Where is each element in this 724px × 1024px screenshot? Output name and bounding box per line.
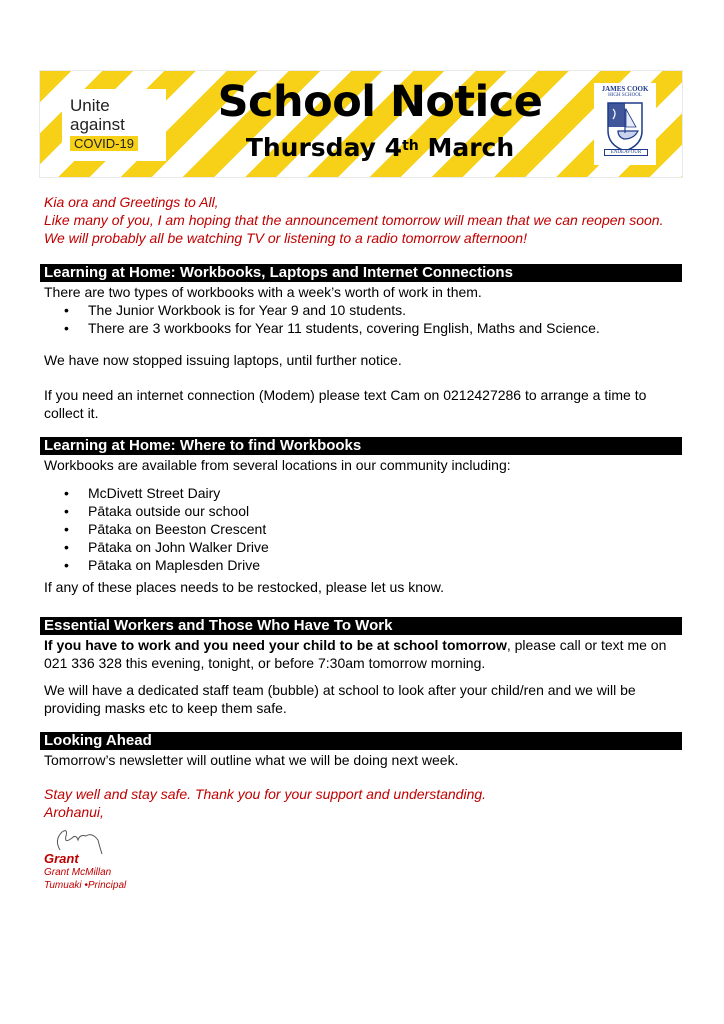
list-item: • McDivett Street Dairy — [44, 484, 269, 502]
school-crest-logo — [594, 83, 656, 165]
greeting-paragraph: Like many of you, I am hoping that the announcement tomorrow will mean that we can reopen soon. We will probably all be watching TV or listening to a radio tomorrow afternoon! — [44, 212, 664, 246]
list-item: • There are 3 workbooks for Year 11 students, covering English, Maths and Science. — [44, 319, 600, 337]
list-item: • Pātaka on John Walker Drive — [44, 538, 269, 556]
greeting-line: Kia ora and Greetings to All, — [44, 194, 219, 210]
job-title: Tumuaki •Principal — [44, 880, 127, 891]
covid-label: COVID-19 — [70, 136, 138, 151]
unite-text: Unite — [70, 96, 110, 115]
list-item: • Pātaka outside our school — [44, 502, 269, 520]
signed-name: Grant — [44, 851, 79, 866]
internet-paragraph: If you need an internet connection (Modem) please text Cam on 0212427286 to arrange a time to collect it. — [44, 387, 647, 421]
against-text: against — [70, 115, 125, 134]
bubble-paragraph: We will have a dedicated staff team (bubble) at school to look after your child/ren and we will be providing masks etc to keep them safe. — [44, 682, 636, 716]
closing-line: Stay well and stay safe. Thank you for your support and understanding. — [44, 786, 487, 802]
notice-date: Thursday 4th March — [245, 133, 515, 162]
restock-paragraph: If any of these places needs to be restocked, please let us know. — [44, 579, 445, 595]
bold-lead: If you have to work and you need your child to be at school tomorrow — [44, 637, 507, 653]
section-heading-looking-ahead: Looking Ahead — [40, 732, 682, 750]
school-name: JAMES COOK — [601, 85, 649, 93]
section-heading-essential-workers: Essential Workers and Those Who Have To Work — [40, 617, 682, 635]
school-sub: HIGH SCHOOL — [608, 93, 642, 98]
school-motto: ENDEAVOUR — [604, 149, 648, 156]
list-item: • Pātaka on Beeston Crescent — [44, 520, 269, 538]
newsletter-paragraph: Tomorrow’s newsletter will outline what we will be doing next week. — [44, 752, 459, 768]
page-title: School Notice — [217, 77, 543, 127]
section-heading-workbooks-laptops: Learning at Home: Workbooks, Laptops and Internet Connections — [40, 264, 682, 282]
workbooks-intro: There are two types of workbooks with a week’s worth of work in them. — [44, 284, 482, 300]
list-item: • Pātaka on Maplesden Drive — [44, 556, 269, 574]
locations-intro: Workbooks are available from several locations in our community including: — [44, 457, 511, 473]
unite-against-covid-logo — [62, 89, 166, 161]
full-name: Grant McMillan — [44, 867, 112, 878]
list-item: • The Junior Workbook is for Year 9 and 10 students. — [44, 301, 600, 319]
school-notice-banner — [40, 71, 682, 177]
locations-list — [44, 484, 269, 574]
laptops-paragraph: We have now stopped issuing laptops, until further notice. — [44, 352, 402, 368]
section-heading-where-to-find: Learning at Home: Where to find Workbooks — [40, 437, 682, 455]
essential-workers-paragraph: If you have to work and you need your child to be at school tomorrow, please call or text me on 021 336 328 this evening, tonight, or before 7:30am tomorrow morning. — [44, 637, 667, 671]
workbook-types-list — [44, 301, 600, 337]
sign-off: Arohanui, — [44, 804, 104, 820]
